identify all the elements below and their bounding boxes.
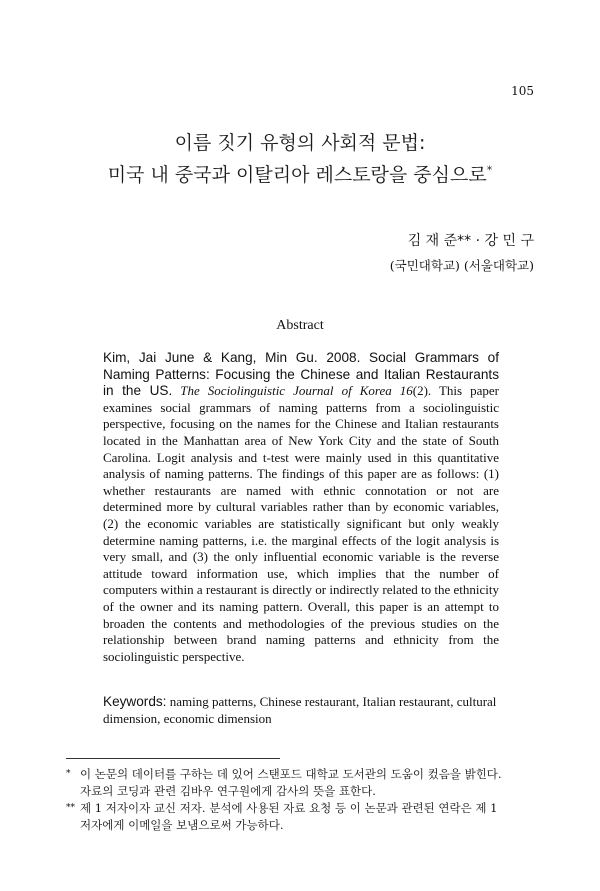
authors: 김 재 준** · 강 민 구	[407, 233, 534, 249]
title-line-2-text: 미국 내 중국과 이탈리아 레스토랑을 중심으로	[107, 164, 487, 186]
affiliations: (국민대학교) (서울대학교)	[389, 258, 534, 273]
footnote-2	[66, 800, 536, 834]
footnote-2-line-1: 제 1 저자이자 교신 저자. 분석에 사용된 자료 요청 등 이 논문과 관련된 연락은 제 1	[80, 801, 498, 815]
keywords-label: Keywords:	[103, 694, 167, 709]
abstract-issue: (2).	[412, 383, 432, 399]
title-line-1-text: 이름 짓기 유형의 사회적 문법:	[174, 132, 426, 154]
keywords-text: naming patterns, Chinese restaurant, Italian restaurant, cultural dimension, economic dimension	[103, 694, 497, 726]
abstract-text: This paper examines social grammars of naming patterns from a sociolinguistic perspective, focusing on the names for the Chinese and Italian restaurants located in the Manhattan area of New York City and the state of South Carolina. Logit analysis and t-test were mainly used in this quantitative analysis of naming patterns. The findings of this paper are as follows: (1) whether restaurants are named with ethnic connotation or not are determined more by cultural variables rather than by economic variables, (2) the economic variables are statistically significant but only weakly determine naming patterns, i.e. the marginal effects of the logit analysis is very small, and (3) the only influential economic variable is the reverse attitude toward information use, which implies that the number of computers within a restaurant is directly or indirectly related to the ethnicity of the owner and its naming pattern. Overall, this paper is an attempt to broaden the contents and methodologies of the previous studies on the relationship between brand naming patterns and ethnicity from the sociolinguistic perspective.	[103, 383, 500, 664]
paper-title-line-2	[0, 160, 600, 187]
keywords	[103, 694, 499, 727]
footnote-2-mark: **	[66, 803, 75, 813]
footnote-1-mark: *	[66, 769, 71, 779]
abstract-heading: Abstract	[276, 318, 324, 333]
paper-title-line-1	[0, 128, 600, 155]
abstract-citation: Kim, Jai June & Kang, Min Gu. 2008. Social Grammars of Naming Patterns: Focusing the Chinese and Italian Restaurants in the US.	[103, 350, 499, 399]
footnote-divider	[66, 758, 280, 759]
footnote-1-line-2: 자료의 코딩과 관련 김바우 연구원에게 감사의 뜻을 표한다.	[80, 784, 376, 798]
footnote-1-line-1: 이 논문의 데이터를 구하는 데 있어 스탠포드 대학교 도서관의 도움이 컸음을 밝힌다.	[80, 767, 502, 781]
abstract-journal: The Sociolinguistic Journal of Korea 16	[180, 383, 413, 399]
abstract-body	[103, 350, 499, 665]
footnote-2-line-2: 저자에게 이메일을 보냄으로써 가능하다.	[80, 818, 284, 832]
footnote-1	[66, 766, 536, 800]
page-number: 105	[511, 84, 534, 98]
title-footnote-mark: *	[486, 163, 493, 177]
